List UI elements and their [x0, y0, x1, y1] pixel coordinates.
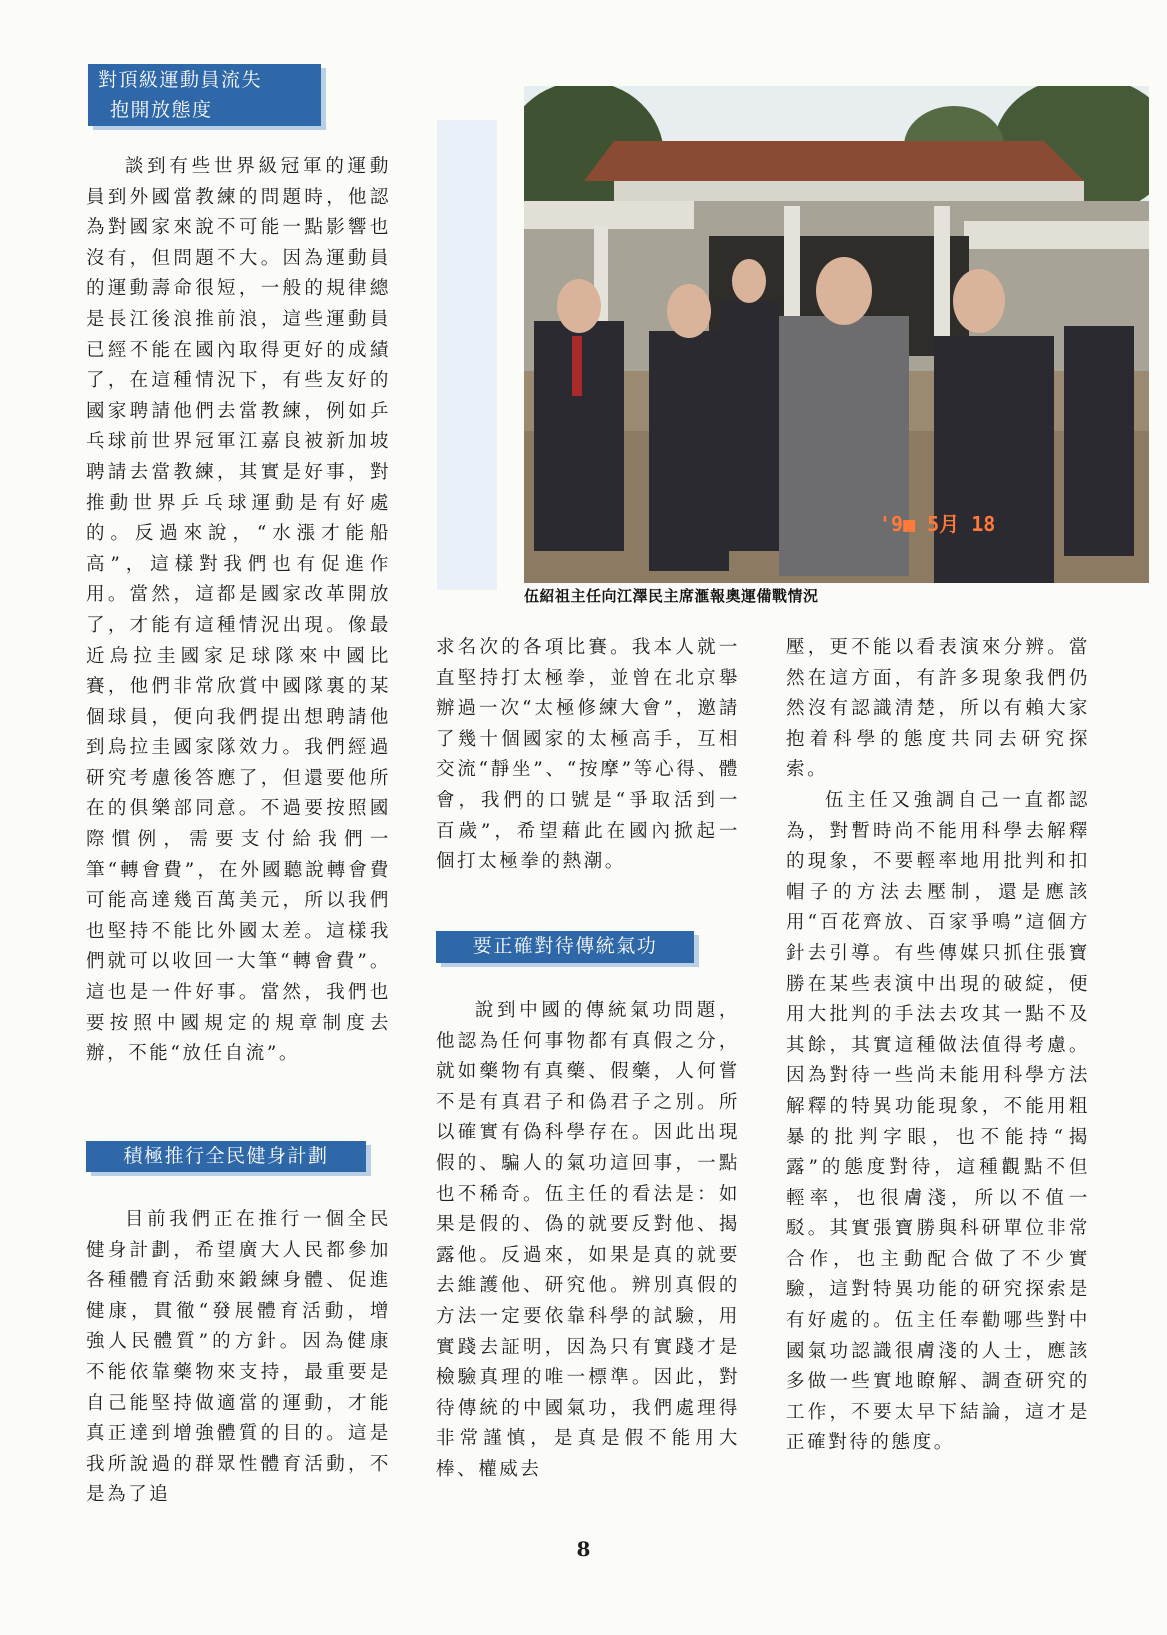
- section-heading-national-fitness: [86, 1141, 366, 1172]
- paragraph-scientific-attitude: 壓，更不能以看表演來分辨。當然在這方面，有許多現象我們仍然沒有認識清楚，所以有賴大家抱着科學的態度共同去研究探索。: [786, 637, 1090, 781]
- column-middle: [436, 633, 740, 878]
- paragraph-taichi-continuation: 求名次的各項比賽。我本人就一直堅持打太極拳，並曾在北京舉辦過一次“太極修練大會”，邀請了幾十個國家的太極高手，互相交流“靜坐”、“按摩”等心得、體會，我們的口號是“爭取活到一百歲”，希望藉此在國內掀起一個打太極拳的熱潮。: [436, 637, 740, 873]
- column-right: [786, 633, 1090, 1459]
- paragraph-traditional-qigong: 說到中國的傳統氣功問題，他認為任何事物都有真假之分，就如藥物有真藥、假藥，人何嘗不是有真君子和偽君子之別。所以確實有偽科學存在。因此出現假的、騙人的氣功這回事，一點也不稀奇。伍主任的看法是：如果是假的、偽的就要反對他、揭露他。反過來，如果是真的就要去維護他、研究他。辨別真假的方法一定要依靠科學的試驗，用實踐去証明，因為只有實踐才是檢驗真理的唯一標準。因此，對待傳統的中國氣功，我們處理得非常謹慎，是真是假不能用大棒、權威去: [436, 1000, 740, 1480]
- photo-date-stamp: '9■ 5月 18: [879, 512, 996, 536]
- column-left-lower: [86, 1205, 391, 1511]
- heading-text: 要正確對待傳統氣功: [472, 935, 658, 957]
- paragraph-special-functions: 伍主任又強調自己一直都認為，對暫時尚不能用科學去解釋的現象，不要輕率地用批判和扣帽子的方法去壓制，還是應該用“百花齊放、百家爭鳴”這個方針去引導。有些傳媒只抓住張寶勝在某些表演中出現的破綻，便用大批判的手法去攻其一點不及其餘，其實這種做法值得考慮。因為對待一些尚未能用科學方法解釋的特異功能現象，不能用粗暴的批判字眼，也不能持“揭露”的態度對待，這種觀點不但輕率，也很膚淺，所以不值一駁。其實張寶勝與科研單位非常合作，也主動配合做了不少實驗，這對特異功能的研究探索是有好處的。伍主任奉勸哪些對中國氣功認識很膚淺的人士，應該多做一些實地瞭解、調查研究的工作，不要太早下結論，這才是正確對待的態度。: [786, 789, 1090, 1454]
- heading-line-2: 抱開放態度: [110, 99, 213, 121]
- section-heading-talent-outflow: [88, 64, 321, 126]
- column-left: [86, 152, 391, 1070]
- photo-illustration: [524, 86, 1149, 583]
- decorative-band: [437, 120, 497, 590]
- heading-line-1: 對頂級運動員流失: [98, 69, 263, 91]
- photo-officials-meeting: [524, 86, 1149, 583]
- column-middle-lower: [436, 996, 740, 1486]
- heading-text: 積極推行全民健身計劃: [123, 1145, 329, 1167]
- section-heading-traditional-qigong: [436, 931, 694, 963]
- photo-caption: 伍紹祖主任向江澤民主席滙報奧運備戰情況: [524, 587, 819, 605]
- paragraph-national-fitness: 目前我們正在推行一個全民健身計劃，希望廣大人民都參加各種體育活動來鍛練身體、促進健康，貫徹“發展體育活動，增強人民體質”的方針。因為健康不能依靠藥物來支持，最重要是自己能堅持做適當的運動，才能真正達到增強體質的目的。這是我所說過的群眾性體育活動，不是為了追: [86, 1209, 391, 1506]
- page-number: 8: [576, 1537, 591, 1561]
- paragraph-talent-outflow: 談到有些世界級冠軍的運動員到外國當教練的問題時，他認為對國家來說不可能一點影響也沒有，但問題不大。因為運動員的運動壽命很短，一般的規律總是長江後浪推前浪，這些運動員已經不能在國內取得更好的成績了，在這種情況下，有些友好的國家聘請他們去當教練，例如乒乓球前世界冠軍江嘉良被新加坡聘請去當教練，其實是好事，對推動世界乒乓球運動是有好處的。反過來說，“水漲才能船高”，這樣對我們也有促進作用。當然，這都是國家改革開放了，才能有這種情況出現。像最近烏拉圭國家足球隊來中國比賽，他們非常欣賞中國隊裏的某個球員，便向我們提出想聘請他到烏拉圭國家隊效力。我們經過研究考慮後答應了，但還要他所在的俱樂部同意。不過要按照國際慣例，需要支付給我們一筆“轉會費”，在外國聽說轉會費可能高達幾百萬美元，所以我們也堅持不能比外國太差。這樣我們就可以收回一大筆“轉會費”。這也是一件好事。當然，我們也要按照中國規定的規章制度去辦，不能“放任自流”。: [86, 156, 391, 1065]
